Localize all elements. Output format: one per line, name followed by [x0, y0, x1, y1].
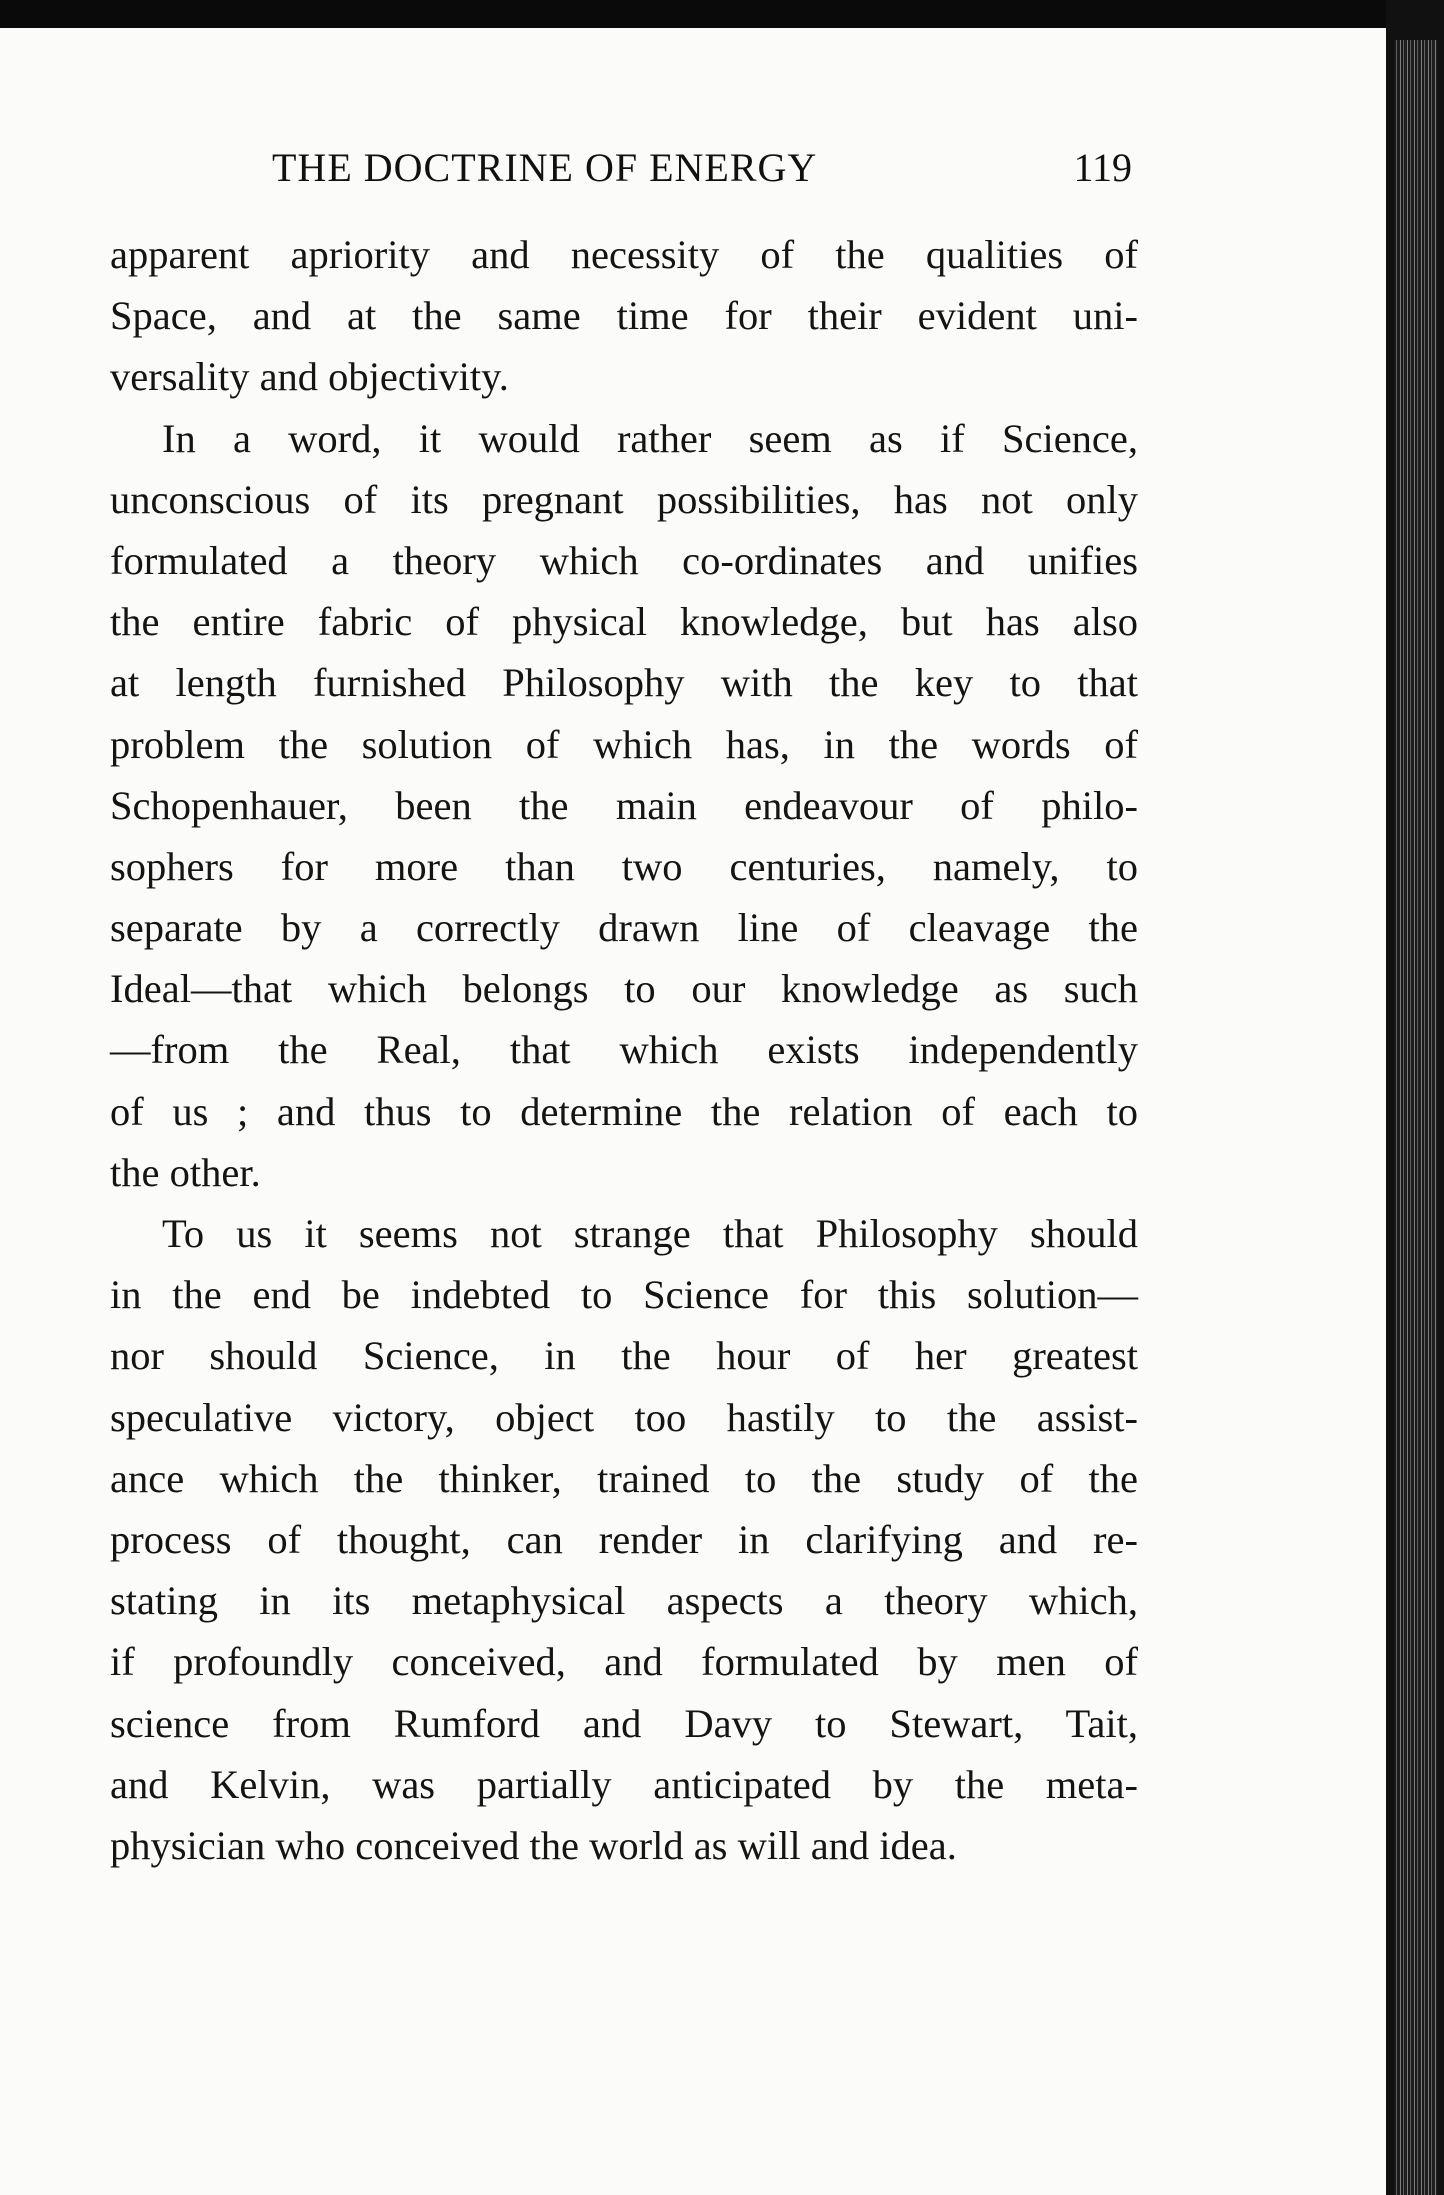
text-line: of us ; and thus to determine the relation of each to	[110, 1088, 1138, 1134]
text-line: in the end be indebted to Science for this solution—	[110, 1272, 1138, 1318]
text-line: unconscious of its pregnant possibilities, has not only	[110, 476, 1138, 522]
text-line: Schopenhauer, been the main endeavour of philo-	[110, 782, 1138, 828]
paragraph	[110, 408, 1138, 1203]
text-line: the entire fabric of physical knowledge, but has also	[110, 599, 1138, 645]
text-line: In a word, it would rather seem as if Science,	[162, 415, 1138, 461]
text-line: stating in its metaphysical aspects a theory which,	[110, 1578, 1138, 1624]
text-line: apparent apriority and necessity of the qualities of	[110, 232, 1138, 277]
text-line: the other.	[110, 1149, 261, 1195]
scan-top-border	[0, 0, 1444, 28]
text-line: Space, and at the same time for their evident uni-	[110, 293, 1138, 339]
text-line: at length furnished Philosophy with the key to that	[110, 660, 1138, 706]
text-line: To us it seems not strange that Philosophy should	[162, 1211, 1138, 1256]
text-line: —from the Real, that which exists independently	[110, 1027, 1138, 1073]
text-line: nor should Science, in the hour of her greatest	[110, 1333, 1138, 1379]
text-line: Ideal—that which belongs to our knowledge as such	[110, 966, 1138, 1012]
page-number: 119	[1073, 145, 1132, 190]
text-line: and Kelvin, was partially anticipated by the meta-	[110, 1761, 1138, 1807]
text-line: physician who conceived the world as will and idea.	[110, 1822, 957, 1868]
text-line: speculative victory, object too hastily to the assist-	[110, 1394, 1138, 1440]
text-line: formulated a theory which co-ordinates and unifies	[110, 537, 1138, 583]
paragraph	[110, 224, 1138, 408]
scan-page-edge	[1386, 0, 1444, 2195]
running-header	[272, 138, 1132, 198]
text-line: sophers for more than two centuries, namely, to	[110, 843, 1138, 889]
text-line: if profoundly conceived, and formulated by men of	[110, 1639, 1138, 1685]
text-line: process of thought, can render in clarifying and re-	[110, 1516, 1138, 1562]
text-line: problem the solution of which has, in the words of	[110, 721, 1138, 767]
text-line: ance which the thinker, trained to the study of the	[110, 1455, 1138, 1501]
paragraph	[110, 1203, 1138, 1876]
text-line: versality and objectivity.	[110, 354, 509, 400]
text-line: separate by a correctly drawn line of cleavage the	[110, 905, 1138, 951]
body-text	[110, 224, 1138, 1876]
running-title: THE DOCTRINE OF ENERGY	[272, 145, 818, 190]
text-line: science from Rumford and Davy to Stewart, Tait,	[110, 1700, 1138, 1746]
page-edge-texture	[1394, 40, 1438, 2195]
